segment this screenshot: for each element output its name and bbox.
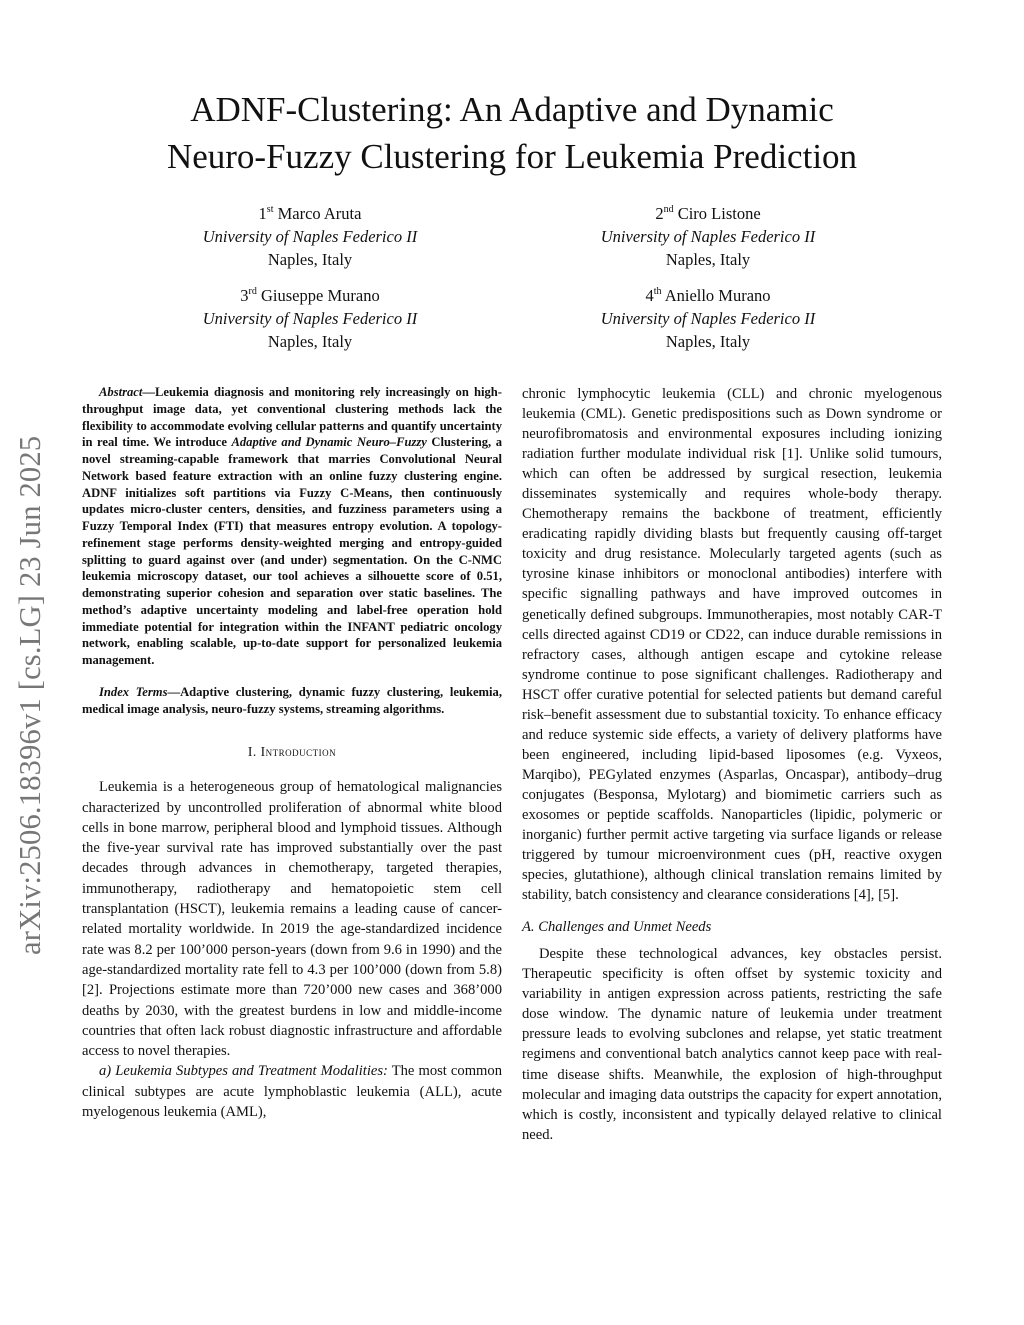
paragraph-subtypes <box>82 1061 502 1122</box>
paragraph-title: a) Leukemia Subtypes and Treatment Modalities: <box>99 1063 388 1080</box>
section-number: I. <box>247 744 261 760</box>
author-ordinal-suffix: th <box>653 286 662 297</box>
author-block <box>130 202 490 271</box>
title-line-1: ADNF-Clustering: An Adaptive and Dynamic <box>190 90 834 129</box>
author-ordinal: 1 <box>258 204 267 223</box>
paragraph-text: The most common clinical subtypes are acute lymphoblastic leukemia (ALL), acute myelogenous leukemia (AML), <box>82 1063 502 1120</box>
author-name: Ciro Listone <box>677 204 761 223</box>
author-ordinal: 4 <box>645 286 654 305</box>
abstract-emphasis: Adaptive and Dynamic Neuro–Fuzzy <box>231 435 427 450</box>
abstract-label: Abstract <box>99 385 143 399</box>
index-terms <box>82 684 502 718</box>
index-terms-text: —Adaptive clustering, dynamic fuzzy clustering, leukemia, medical image analysis, neuro-fuzzy systems, streaming algorithms. <box>82 684 502 716</box>
author-ordinal-suffix: nd <box>663 204 674 215</box>
intro-paragraph: Leukemia is a heterogeneous group of hematological malignancies characterized by uncontrolled proliferation of abnormal white blood cells in bone marrow, peripheral blood and lymphoid tissues. Although the five-year survival rate has improved substantially over the past decades through advances in chemotherapy, targeted therapies, immunotherapy, radiotherapy and hematopoietic stem cell transplantation (HSCT), leukemia remains a leading cause of cancer-related mortality worldwide. In 2019 the age-standardized incidence rate was 8.2 per 100’000 person-years (down from 9.6 in 1990) and the age-standardized mortality rate fell to 4.3 per 100’000 (down from 5.8) [2]. Projections estimate more than 720’000 new cases and 368’000 deaths by 2030, with the greatest burdens in low and middle-income countries that often lack robust diagnostic infrastructure and affordable access to novel therapies. <box>82 779 502 1060</box>
abstract-text: Clustering, a novel streaming-capable framework that marries Convolutional Neural Network based feature extraction with an online fuzzy clustering engine. ADNF initializes soft partitions via Fuzzy C-Means, then continuously updates micro-cluster centers, densities, and fuzziness parameters using a Fuzzy Temporal Index (FTI) that measures entropy evolution. A topology-refinement stage performs density-weighted merging and entropy-guided splitting to guard against over (and under) segmentation. On the C-NMC leukemia microscopy dataset, our tool achieves a silhouette score of 0.51, demonstrating superior cohesion and separation over static baselines. The method’s adaptive uncertainty modeling and label-free operation hold immediate potential for integration within the INFANT pediatric oncology network, enabling scalable, up-to-date support for personalized leukemia management. <box>82 435 502 667</box>
author-location: Naples, Italy <box>665 332 751 351</box>
arxiv-identifier: arXiv:2506.18396v1 [cs.LG] 23 Jun 2025 <box>13 435 47 955</box>
author-block <box>528 284 888 353</box>
author-affiliation: University of Naples Federico II <box>202 227 418 246</box>
author-ordinal: 2 <box>655 204 664 223</box>
author-block <box>130 284 490 353</box>
author-name: Aniello Murano <box>664 286 771 305</box>
author-location: Naples, Italy <box>665 250 751 269</box>
index-terms-label: Index Terms <box>99 684 168 699</box>
author-affiliation: University of Naples Federico II <box>202 309 418 328</box>
author-affiliation: University of Naples Federico II <box>600 309 816 328</box>
section-title: Introduction <box>260 744 337 760</box>
subsection-heading: A. Challenges and Unmet Needs <box>522 919 712 936</box>
title-line-2: Neuro-Fuzzy Clustering for Leukemia Prediction <box>166 137 858 176</box>
author-location: Naples, Italy <box>267 332 353 351</box>
section-heading <box>82 744 502 760</box>
author-name: Giuseppe Murano <box>261 286 380 305</box>
abstract <box>82 384 502 669</box>
author-ordinal-suffix: st <box>266 204 274 215</box>
author-block <box>528 202 888 271</box>
body-paragraph: chronic lymphocytic leukemia (CLL) and chronic myelogenous leukemia (CML). Genetic predispositions such as Down syndrome or neurofibromatosis and environmental exposures including ionizing radiation further modulate individual risk [1]. Unlike solid tumours, which can often be addressed by surgical resection, leukemia disseminates systemically and requires whole-body therapy. Chemotherapy remains the backbone of treatment, efficiently eradicating rapidly dividing blasts but frequently causing off-target toxicity and drug resistance. Molecularly targeted agents (such as tyrosine kinase inhibitors or monoclonal antibodies) interfere with specific signalling pathways and have improved outcomes in genetically defined subgroups. Immunotherapies, most notably CAR-T cells directed against CD19 or CD22, can induce durable remissions in refractory cases, although antigen escape and cytokine release syndrome continue to pose significant challenges. Radiotherapy and HSCT offer curative potential for selected patients but demand careful risk–benefit assessment due to substantial toxicity. To enhance efficacy and reduce systemic side effects, a variety of delivery platforms have been engineered, including lipid-based liposomes (e.g. Vyxeos, Marqibo), PEGylated enzymes (Asparlas, Oncaspar), antibody–drug conjugates (Besponsa, Mylotarg) and biomimetic carriers such as exosomes or peptide scaffolds. Nanoparticles (lipidic, polymeric or inorganic) further permit active targeting via surface ligands or release triggered by tumour microenvironment cues (pH, reactive oxygen species, glutathione), although clinical translation remains limited by stability, batch consistency and clearance considerations [4], [5]. <box>522 386 942 904</box>
paper-title <box>0 86 1024 180</box>
abstract-text: —Leukemia diagnosis and monitoring rely increasingly on high-throughput image data, yet conventional clustering methods lack the flexibility to accommodate evolving cellular patterns and quantify uncertainty in real time. We introduce <box>82 385 502 450</box>
author-ordinal-suffix: rd <box>248 286 257 297</box>
author-name: Marco Aruta <box>277 204 362 223</box>
right-column <box>522 384 942 1145</box>
author-location: Naples, Italy <box>267 250 353 269</box>
author-affiliation: University of Naples Federico II <box>600 227 816 246</box>
left-column <box>82 384 502 1122</box>
body-paragraph: Despite these technological advances, key obstacles persist. Therapeutic specificity is often offset by systemic toxicity and variability in antigen expression across patients, restricting the safe dose window. The dynamic nature of leukemia under treatment pressure leads to evolving subclones and relapse, yet static treatment regimens and conventional batch analytics cannot keep pace with real-time disease shifts. Meanwhile, the explosion of high-throughput molecular and imaging data outstrips the capacity for expert annotation, which is costly, inconsistent and typically delayed relative to clinical need. <box>522 946 942 1143</box>
author-ordinal: 3 <box>240 286 249 305</box>
